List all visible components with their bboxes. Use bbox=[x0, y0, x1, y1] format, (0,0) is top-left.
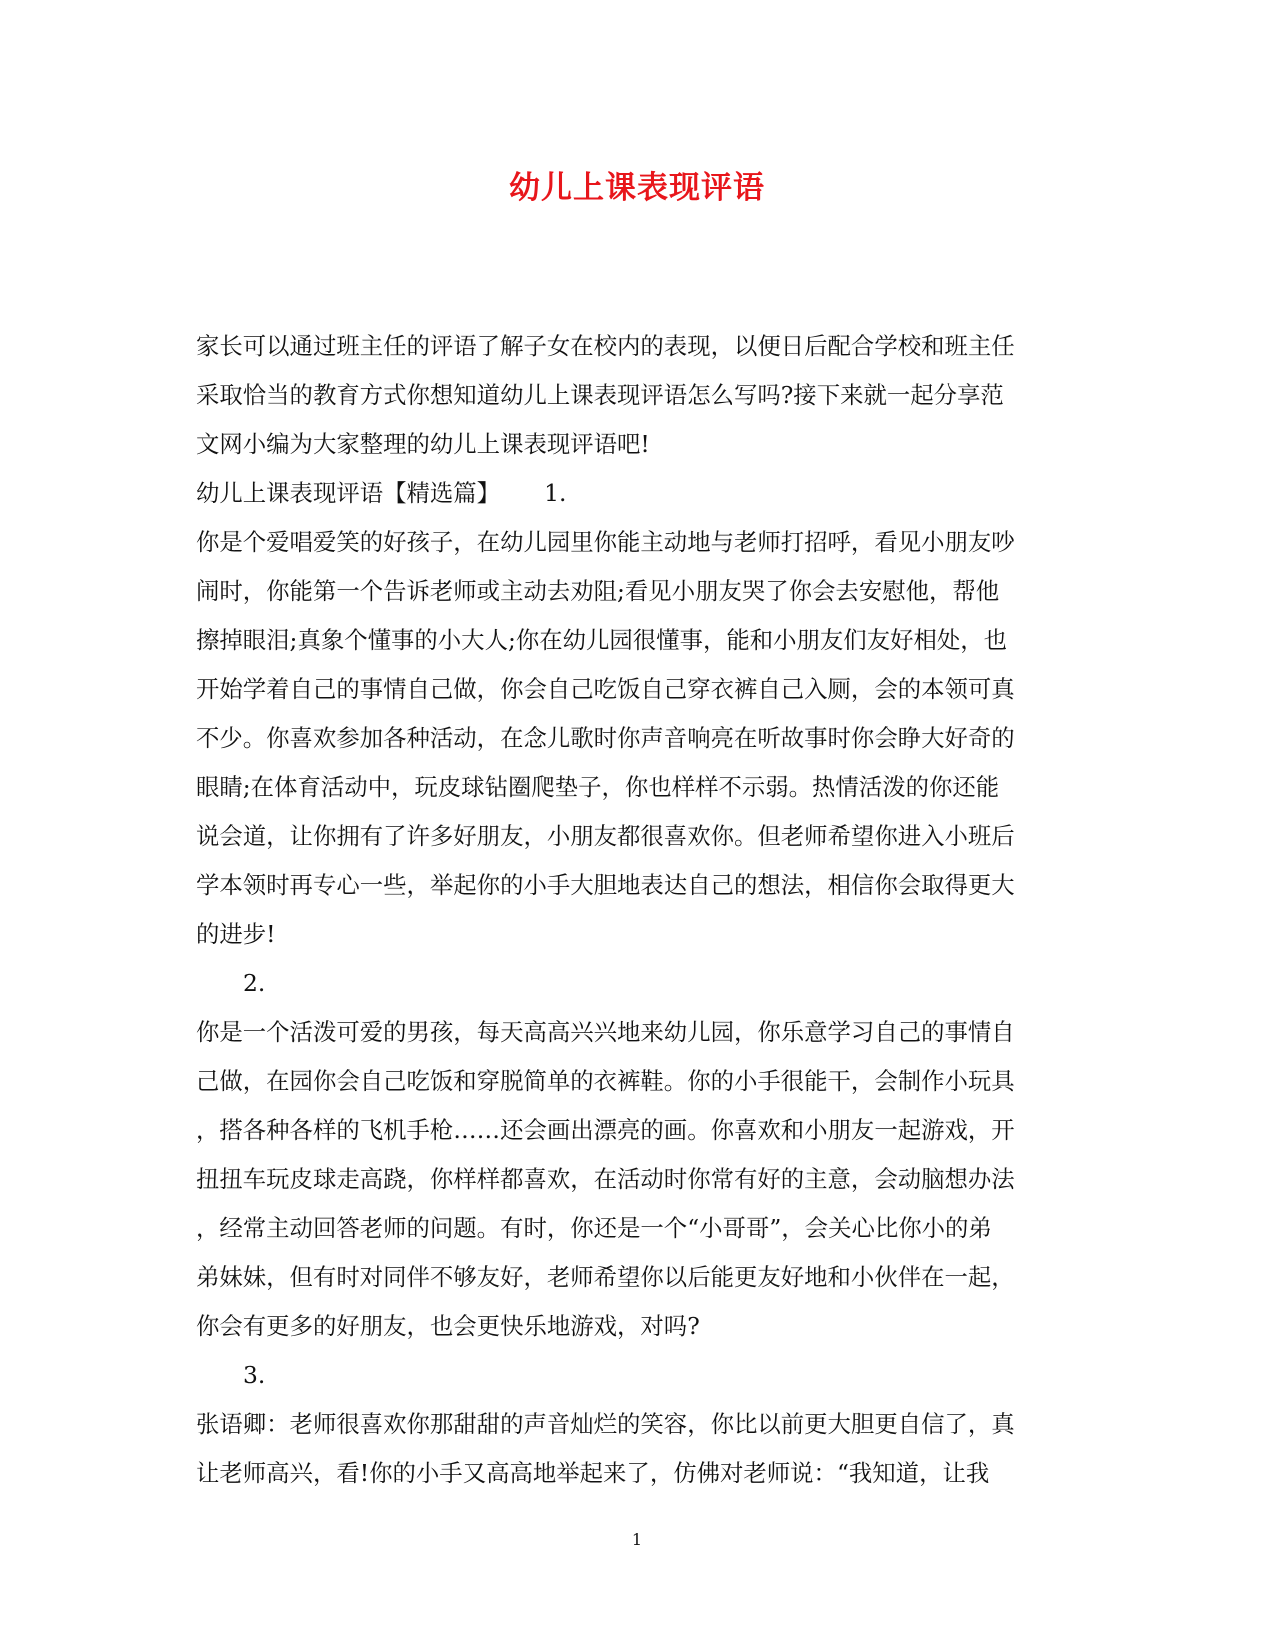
item2-line: 你是一个活泼可爱的男孩，每天高高兴兴地来幼儿园，你乐意学习自己的事情自 bbox=[196, 1018, 1015, 1046]
document-body bbox=[196, 322, 1076, 1498]
item3-line: 让老师高兴，看!你的小手又高高地举起来了，仿佛对老师说：“我知道，让我 bbox=[196, 1459, 990, 1487]
item2-line: 己做，在园你会自己吃饭和穿脱简单的衣裤鞋。你的小手很能干，会制作小玩具 bbox=[196, 1067, 1015, 1095]
item-number-3: 3. bbox=[243, 1361, 266, 1389]
page-number: 1 bbox=[631, 1530, 643, 1549]
item1-line: 开始学着自己的事情自己做，你会自己吃饭自己穿衣裤自己入厕，会的本领可真 bbox=[196, 675, 1015, 703]
item1-line: 不少。你喜欢参加各种活动，在念儿歌时你声音响亮在听故事时你会睁大好奇的 bbox=[196, 724, 1015, 752]
item2-line: ，搭各种各样的飞机手枪……还会画出漂亮的画。你喜欢和小朋友一起游戏，开 bbox=[196, 1116, 1015, 1144]
item1-line: 说会道，让你拥有了许多好朋友，小朋友都很喜欢你。但老师希望你进入小班后 bbox=[196, 822, 1015, 850]
item3-line: 张语卿：老师很喜欢你那甜甜的声音灿烂的笑容，你比以前更大胆更自信了，真 bbox=[196, 1410, 1015, 1438]
section-heading-line bbox=[196, 469, 1076, 518]
section-heading: 幼儿上课表现评语【精选篇】 bbox=[196, 479, 501, 507]
item1-line: 眼睛;在体育活动中，玩皮球钻圈爬垫子，你也样样不示弱。热情活泼的你还能 bbox=[196, 773, 1000, 801]
item1-line: 闹时，你能第一个告诉老师或主动去劝阻;看见小朋友哭了你会去安慰他，帮他 bbox=[196, 577, 1000, 605]
item2-line: 弟妹妹，但有时对同伴不够友好，老师希望你以后能更友好地和小伙伴在一起， bbox=[196, 1263, 1015, 1291]
intro-line: 文网小编为大家整理的幼儿上课表现评语吧! bbox=[196, 430, 650, 458]
document-title: 幼儿上课表现评语 bbox=[509, 170, 765, 206]
item2-line: 扭扭车玩皮球走高跷，你样样都喜欢，在活动时你常有好的主意，会动脑想办法 bbox=[196, 1165, 1015, 1193]
item-number-2: 2. bbox=[243, 969, 266, 997]
item1-line: 的进步! bbox=[196, 920, 276, 948]
item1-line: 擦掉眼泪;真象个懂事的小大人;你在幼儿园很懂事，能和小朋友们友好相处，也 bbox=[196, 626, 1008, 654]
item1-line: 你是个爱唱爱笑的好孩子，在幼儿园里你能主动地与老师打招呼，看见小朋友吵 bbox=[196, 528, 1015, 556]
item1-line: 学本领时再专心一些，举起你的小手大胆地表达自己的想法，相信你会取得更大 bbox=[196, 871, 1015, 899]
item2-line: 你会有更多的好朋友，也会更快乐地游戏，对吗? bbox=[196, 1312, 700, 1340]
item-number-1: 1. bbox=[544, 479, 567, 507]
intro-line: 采取恰当的教育方式你想知道幼儿上课表现评语怎么写吗?接下来就一起分享范 bbox=[196, 381, 1004, 409]
intro-line: 家长可以通过班主任的评语了解子女在校内的表现，以便日后配合学校和班主任 bbox=[196, 332, 1015, 360]
item2-line: ，经常主动回答老师的问题。有时，你还是一个“小哥哥”，会关心比你小的弟 bbox=[196, 1214, 992, 1242]
